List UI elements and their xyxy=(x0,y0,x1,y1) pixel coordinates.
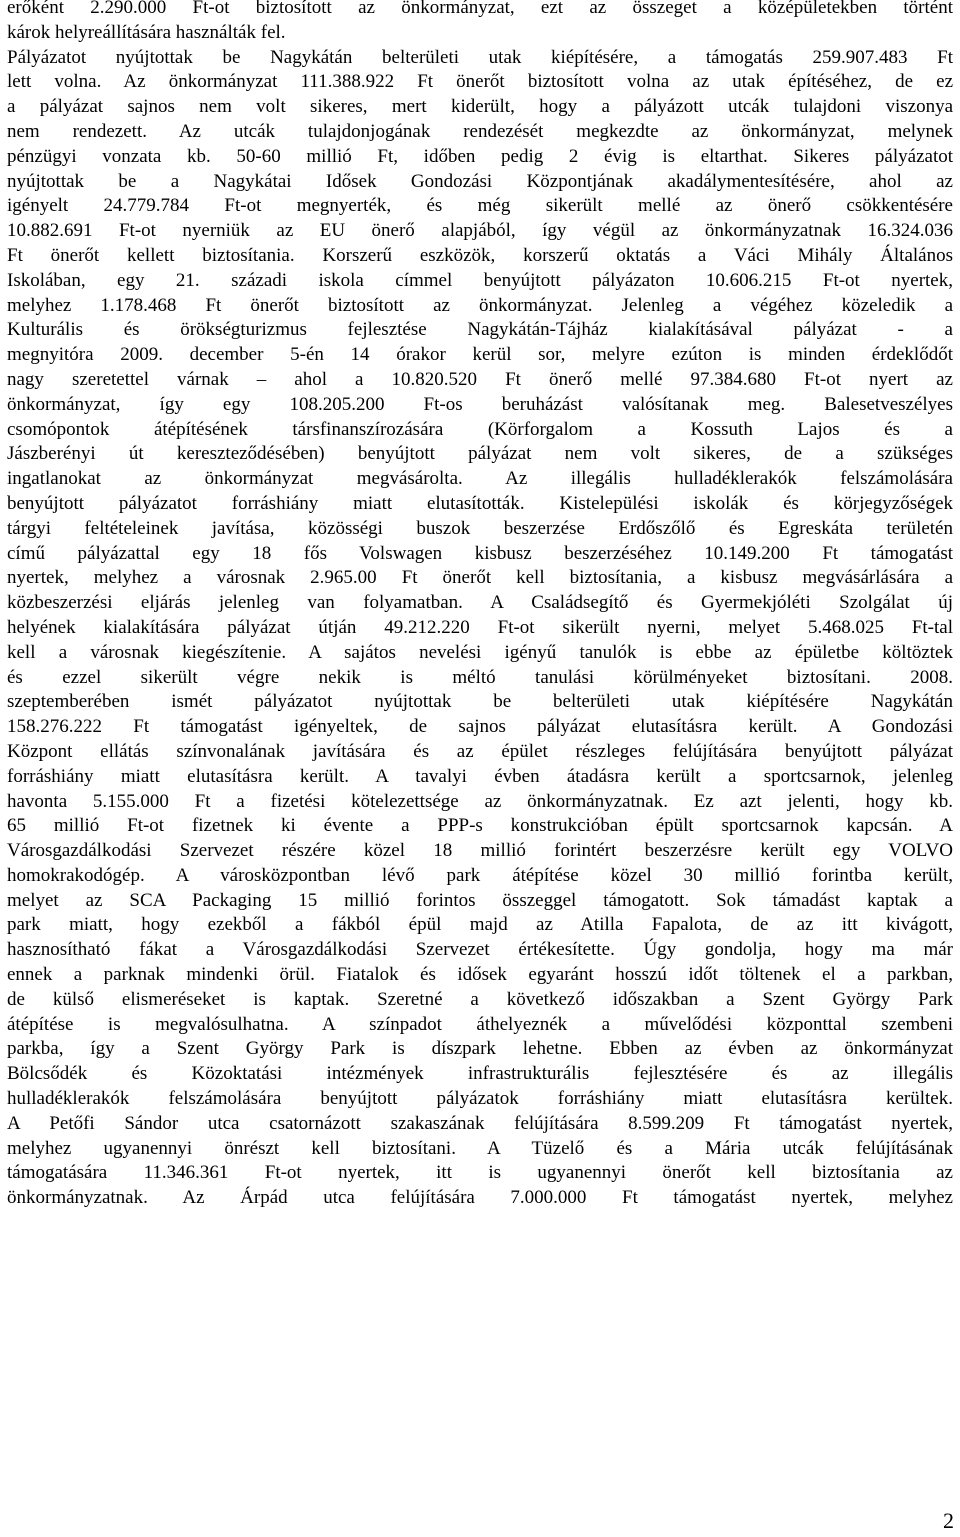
text-line: melyhez 1.178.468 Ft önerőt biztosított az önkormányzat. Jelenleg a végéhez közeledik a xyxy=(7,294,953,316)
text-line: című pályázattal egy 18 fős Volswagen kisbusz beszerzéséhez 10.149.200 Ft támogatást xyxy=(7,542,953,564)
text-line: megnyitóra 2009. december 5-én 14 órakor kerül sor, melyre ezúton is minden érdeklődőt xyxy=(7,344,953,366)
text-line: Kulturális és örökségturizmus fejlesztése Nagykátán-Tájház kialakításával pályázat - a xyxy=(7,319,953,341)
text-line: szeptemberében ismét pályázatot nyújtottak be belterületi utak kiépítésére Nagykátán xyxy=(7,691,953,713)
text-line: igényelt 24.779.784 Ft-ot megnyerték, és még sikerült mellé az önerő csökkentésére xyxy=(7,195,953,217)
text-line: Bölcsődék és Közoktatási intézmények infrastrukturális fejlesztésére és az illegális xyxy=(7,1063,953,1085)
text-line: A Petőfi Sándor utca csatornázott szakaszának felújítására 8.599.209 Ft támogatást nyertek, xyxy=(7,1112,953,1134)
page-number: 2 xyxy=(943,1508,954,1533)
text-line: melyet az SCA Packaging 15 millió forintos összeggel támogatott. Sok támadást kaptak a xyxy=(7,889,953,911)
text-line: hasznosítható fákat a Városgazdálkodási Szervezet értékesítette. Úgy gondolja, hogy ma már xyxy=(7,939,953,961)
text-line: nagy szeretettel várnak – ahol a 10.820.520 Ft önerő mellé 97.384.680 Ft-ot nyert az xyxy=(7,368,953,390)
text-line: melyhez ugyanennyi önrészt kell biztosítani. A Tüzelő és a Mária utcák felújításának xyxy=(7,1137,953,1159)
text-line: közbeszerzési eljárás jelenleg van folyamatban. A Családsegítő és Gyermekjóléti Szolgálat új xyxy=(7,592,953,614)
text-line: pénzügyi vonzata kb. 50-60 millió Ft, időben pedig 2 évig is eltarthat. Sikeres pályázatot xyxy=(7,145,953,167)
text-line: Jászberényi út kereszteződésében) benyújtott pályázat nem volt sikeres, de a szükséges xyxy=(7,443,953,465)
text-line: nyújtottak be a Nagykátai Idősek Gondozási Központjának akadálymentesítésére, ahol az xyxy=(7,170,953,192)
text-line: havonta 5.155.000 Ft a fizetési kötelezettsége az önkormányzatnak. Ez azt jelenti, hogy kb. xyxy=(7,790,953,812)
text-line: park miatt, hogy ezekből a fákból épül majd az Atilla Fapalota, de az itt kivágott, xyxy=(7,914,953,936)
text-line: parkba, így a Szent György Park is díszpark lehetne. Ebben az évben az önkormányzat xyxy=(7,1038,953,1060)
text-line: tárgyi feltételeinek javítása, közösségi buszok beszerzése Erdőszőlő és Egreskáta területén xyxy=(7,517,953,539)
text-line: de külső elismeréseket is kaptak. Szeretné a következő időszakban a Szent György Park xyxy=(7,988,953,1010)
text-line: lett volna. Az önkormányzat 111.388.922 Ft önerőt biztosított volna az utak építéséhez, de ez xyxy=(7,71,953,93)
text-line: nem rendezett. Az utcák tulajdonjogának rendezését megkezdte az önkormányzat, melynek xyxy=(7,120,953,142)
text-line: támogatására 11.346.361 Ft-ot nyertek, itt is ugyanennyi önerőt kell biztosítania az xyxy=(7,1162,953,1184)
text-line: ingatlanokat az önkormányzat megvásárolta. Az illegális hulladéklerakók felszámolására xyxy=(7,468,953,490)
text-line: 65 millió Ft-ot fizetnek ki évente a PPP-s konstrukcióban épült sportcsarnok kapcsán. A xyxy=(7,815,953,837)
text-line: 158.276.222 Ft támogatást igényeltek, de sajnos pályázat elutasításra került. A Gondozási xyxy=(7,716,953,738)
text-line: 10.882.691 Ft-ot nyerniük az EU önerő alapjából, így végül az önkormányzatnak 16.324.036 xyxy=(7,220,953,242)
text-line: benyújtott pályázatot forráshiány miatt elutasították. Kistelepülési iskolák és körjegyzőségek xyxy=(7,492,953,514)
text-line: homokrakodógép. A városközpontban lévő park átépítése közel 30 millió forintba került, xyxy=(7,864,953,886)
text-line: önkormányzat, így egy 108.205.200 Ft-os beruházást valósítanak meg. Balesetveszélyes xyxy=(7,393,953,415)
text-line: a pályázat sajnos nem volt sikeres, mert kiderült, hogy a pályázott utcák tulajdoni viszonya xyxy=(7,96,953,118)
text-line: ennek a parknak mindenki örül. Fiatalok és idősek egyaránt hosszú időt töltenek el a parkban, xyxy=(7,964,953,986)
text-line: erőként 2.290.000 Ft-ot biztosított az önkormányzat, ezt az összeget a középületekben történt xyxy=(7,0,953,18)
text-line: önkormányzatnak. Az Árpád utca felújítására 7.000.000 Ft támogatást nyertek, melyhez xyxy=(7,1187,953,1209)
text-line: Iskolában, egy 21. századi iskola címmel benyújtott pályázaton 10.606.215 Ft-ot nyertek, xyxy=(7,269,953,291)
text-line: Központ ellátás színvonalának javítására és az épület részleges felújítására benyújtott pályázat xyxy=(7,740,953,762)
text-line: Ft önerőt kellett biztosítania. Korszerű eszközök, korszerű oktatás a Váci Mihály Általános xyxy=(7,244,953,266)
text-line: nyertek, melyhez a városnak 2.965.00 Ft önerőt kell biztosítania, a kisbusz megvásárlására a xyxy=(7,567,953,589)
text-line: csomópontok átépítésének társfinanszírozására (Körforgalom a Kossuth Lajos és a xyxy=(7,418,953,440)
text-line: forráshiány miatt elutasításra került. A tavalyi évben átadásra került a sportcsarnok, jelenleg xyxy=(7,765,953,787)
text-line: kell a városnak kiegészítenie. A sajátos nevelési igényű tanulók is ebbe az épületbe költöztek xyxy=(7,641,953,663)
body-text xyxy=(7,0,953,1211)
text-line: átépítése is megvalósulhatna. A színpadot áthelyeznék a művelődési központtal szembeni xyxy=(7,1013,953,1035)
text-line: Városgazdálkodási Szervezet részére közel 18 millió forintért beszerzésre került egy VOLVO xyxy=(7,840,953,862)
text-line: helyének kialakítására pályázat útján 49.212.220 Ft-ot sikerült nyerni, melyet 5.468.025 Ft-tal xyxy=(7,616,953,638)
text-line: károk helyreállítására használták fel. xyxy=(7,21,286,43)
text-line: és ezzel sikerült végre nekik is méltó tanulási körülményeket biztosítani. 2008. xyxy=(7,666,953,688)
text-line: hulladéklerakók felszámolására benyújtott pályázatok forráshiány miatt elutasításra kerültek. xyxy=(7,1088,953,1110)
text-line: Pályázatot nyújtottak be Nagykátán belterületi utak kiépítésére, a támogatás 259.907.483 Ft xyxy=(7,46,953,68)
